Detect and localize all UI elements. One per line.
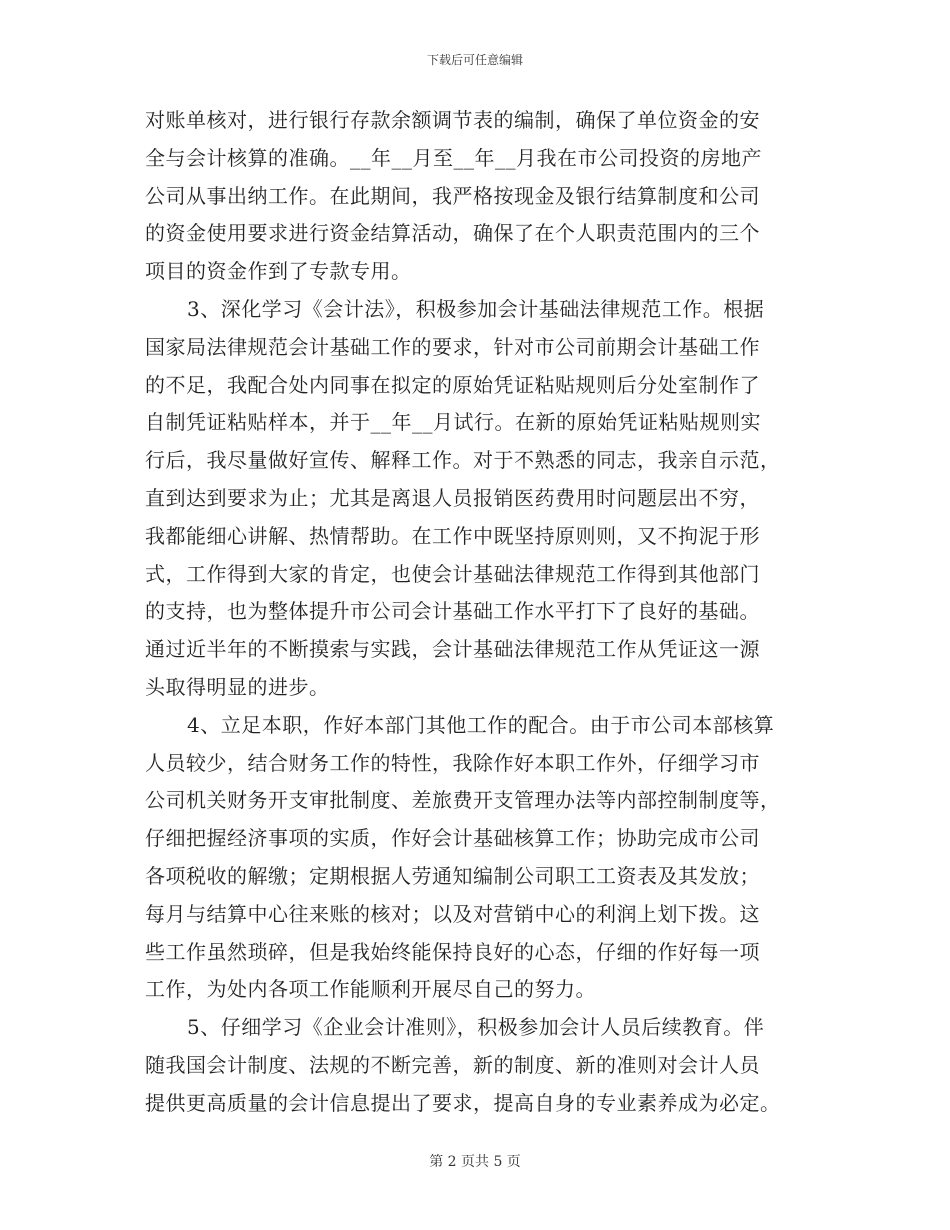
text-line: 些工作虽然琐碎，但是我始终能保持良好的心态，仔细的作好每一项 [145,939,760,964]
text-line: 式，工作得到大家的肯定，也使会计基础法律规范工作得到其他部门 [145,561,760,586]
page-number-footer: 第 2 页共 5 页 [429,1154,521,1170]
document-body [145,102,815,1123]
text-line: 国家局法律规范会计基础工作的要求，针对市公司前期会计基础工作 [145,334,760,359]
text-line: 人员较少，结合财务工作的特性，我除作好本职工作外，仔细学习市 [145,750,760,775]
text-line: 通过近半年的不断摸索与实践，会计基础法律规范工作从凭证这一源 [145,637,760,662]
text-line: 每月与结算中心往来账的核对；以及对营销中心的利润上划下拨。这 [145,901,760,926]
text-line: 5、仔细学习《企业会计准则》，积极参加会计人员后续教育。伴 [187,1015,765,1040]
text-line: 行后，我尽量做好宣传、解释工作。对于不熟悉的同志，我亲自示范， [145,448,781,473]
text-line: 的不足，我配合处内同事在拟定的原始凭证粘贴规则后分处室制作了 [145,372,760,397]
text-line: 头取得明显的进步。 [145,674,330,699]
text-line: 的支持，也为整体提升市公司会计基础工作水平打下了良好的基础。 [145,599,760,624]
text-line: 4、立足本职，作好本部门其他工作的配合。由于市公司本部核算 [187,712,775,737]
text-line: 仔细把握经济事项的实质，作好会计基础核算工作；协助完成市公司 [145,826,760,851]
text-line: 自制凭证粘贴样本，并于__年__月试行。在新的原始凭证粘贴规则实 [145,410,761,435]
text-line: 随我国会计制度、法规的不断完善，新的制度、新的准则对会计人员 [145,1052,760,1077]
text-line: 3、深化学习《会计法》，积极参加会计基础法律规范工作。根据 [187,296,765,321]
text-line: 项目的资金作到了专款专用。 [145,259,412,284]
text-line: 提供更高质量的会计信息提出了要求，提高自身的专业素养成为必定。 [145,1090,781,1115]
page-header: 下载后可任意编辑 [426,53,523,67]
text-line: 公司机关财务开支审批制度、差旅费开支管理办法等内部控制制度等， [145,788,781,813]
text-line: 对账单核对，进行银行存款余额调节表的编制，确保了单位资金的安 [145,108,760,132]
text-line: 直到达到要求为止；尤其是离退人员报销医药费用时问题层出不穷， [145,485,760,510]
text-line: 我都能细心讲解、热情帮助。在工作中既坚持原则则，又不拘泥于形 [145,523,760,548]
text-line: 的资金使用要求进行资金结算活动，确保了在个人职责范围内的三个 [145,221,760,246]
text-line: 各项税收的解缴；定期根据人劳通知编制公司职工工资表及其发放； [145,863,760,888]
text-line: 工作，为处内各项工作能顺利开展尽自己的努力。 [145,977,596,1002]
text-line: 公司从事出纳工作。在此期间，我严格按现金及银行结算制度和公司 [145,183,760,208]
text-line: 全与会计核算的准确。__年__月至__年__月我在市公司投资的房地产 [145,145,762,170]
